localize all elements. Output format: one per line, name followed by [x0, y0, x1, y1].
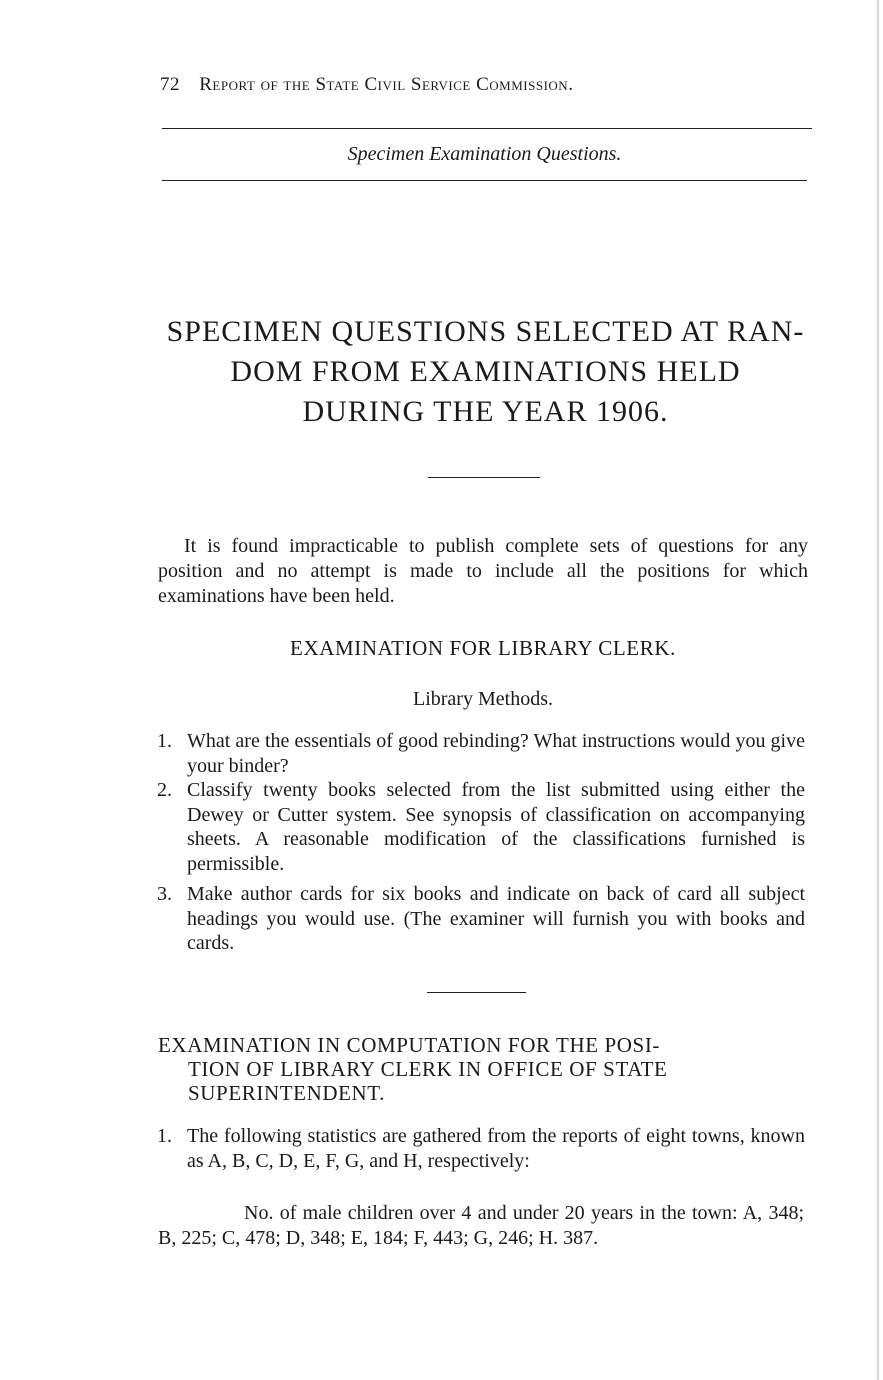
section-subheading-library-methods: Library Methods. — [413, 688, 553, 710]
page-title — [158, 312, 813, 432]
question-number: 2. — [157, 779, 172, 801]
question-item — [157, 729, 805, 778]
page-edge — [877, 0, 879, 1380]
intro-paragraph: It is found impracticable to publish complete sets of questions for any position and no attempt is made to include all the positions for which examinations have been held. — [158, 535, 808, 607]
question-item — [157, 1124, 805, 1173]
section-heading-library-clerk: EXAMINATION FOR LIBRARY CLERK. — [290, 636, 676, 660]
question-number: 1. — [157, 730, 172, 752]
header-rule-top — [162, 128, 812, 129]
question-text: Classify twenty books selected from the list submitted using either the Dewey or Cutter system. See synopsis of classification on accompanying sheets. A reasonable modification of the classifications furnished is permissible. — [187, 779, 805, 875]
title-line-1: SPECIMEN QUESTIONS SELECTED AT RAN- — [166, 315, 805, 348]
running-title: Report of the State Civil Service Commission. — [199, 74, 574, 95]
running-header — [160, 74, 810, 96]
question-number: 1. — [157, 1125, 172, 1147]
question-item — [157, 882, 805, 956]
title-line-2: DOM FROM EXAMINATIONS HELD — [230, 355, 741, 388]
question-text: The following statistics are gathered from the reports of eight towns, known as A, B, C, D, E, F, G, and H, respectively: — [187, 1125, 805, 1172]
section-subheader: Specimen Examination Questions. — [347, 143, 622, 165]
statistics-paragraph: No. of male children over 4 and under 20 years in the town: A, 348; B, 225; C, 478; D, 348; E, 184; F, 443; G, 246; H. 387. — [158, 1202, 804, 1249]
question-number: 3. — [157, 883, 172, 905]
question-item — [157, 778, 805, 876]
divider-rule-1 — [428, 477, 540, 478]
question-text: What are the essentials of good rebinding? What instructions would you give your binder? — [187, 730, 805, 777]
section-heading-computation — [158, 1033, 808, 1105]
divider-rule-2 — [427, 992, 526, 993]
page-number: 72 — [160, 74, 180, 95]
heading-line-1: EXAMINATION IN COMPUTATION FOR THE POSI- — [158, 1033, 661, 1057]
header-rule-bottom — [162, 180, 807, 181]
heading-line-rest: TION OF LIBRARY CLERK IN OFFICE OF STATE SUPERINTENDENT. — [188, 1057, 668, 1105]
title-line-3: DURING THE YEAR 1906. — [302, 395, 669, 428]
question-text: Make author cards for six books and indicate on back of card all subject headings you would use. (The examiner will furnish you with books and cards. — [187, 883, 805, 954]
